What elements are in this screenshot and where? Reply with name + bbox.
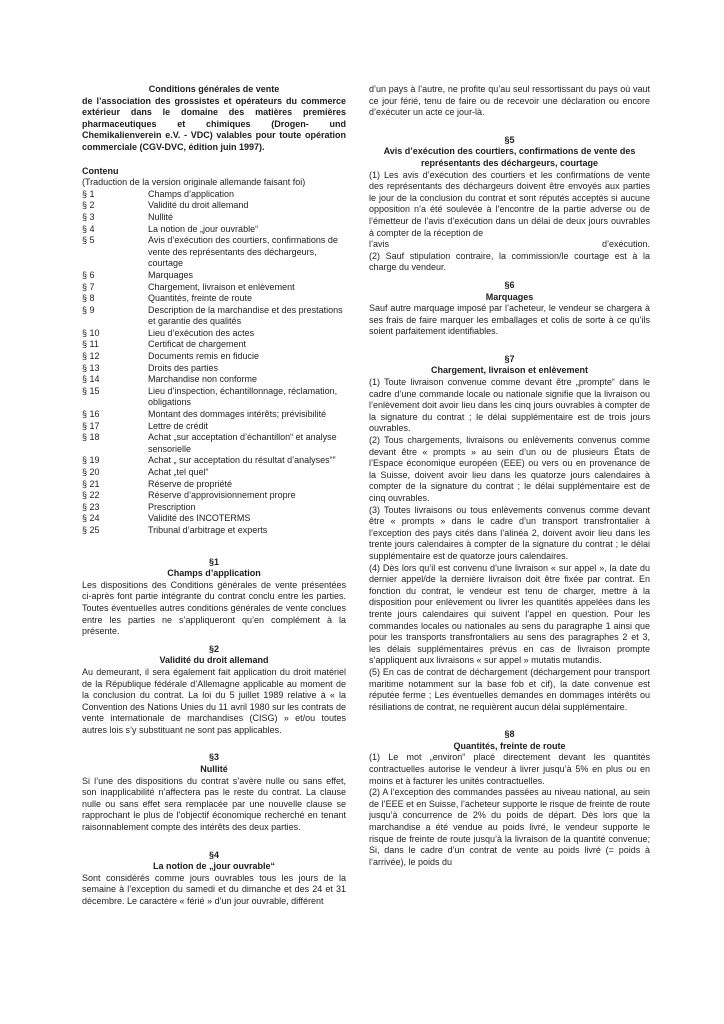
section-4 — [82, 850, 346, 908]
toc-label: Certificat de chargement — [148, 339, 247, 350]
toc-row — [82, 339, 346, 351]
table-of-contents — [82, 189, 346, 537]
split-line-right: d’exécution. — [601, 239, 650, 250]
toc-num: § 13 — [82, 362, 100, 373]
toc-label: Achat „sur acceptation d’échantillon“ et analyse sensorielle — [148, 432, 337, 454]
contents-translation-note: (Traduction de la version originale allemande faisant foi) — [82, 177, 306, 188]
toc-label: Prescription — [148, 501, 196, 512]
section-paragraph: (2) A l’exception des commandes passées au niveau national, au sein de l’EEE et en Suisse, l’acheteur supporte le risque de freinte de route jusqu’à concurrence de 2% du poids de départ. Dès lors que la marchandise a été vendue au poids livré, le vendeur supporte le risque de freinte de route jusqu’à la livraison de la quantité convenue; Si, dans le cadre d’un contrat de vente au poids livré (= poids à l’arrivée), le poids du — [369, 787, 650, 867]
toc-num: § 17 — [82, 420, 100, 431]
toc-row — [82, 351, 346, 363]
toc-label: Lettre de crédit — [148, 420, 209, 431]
section-paragraph: (1) Toute livraison convenue comme devant être „prompte“ dans le cadre d’une commande locale ou nationale signifie que la livraison ou l’enlèvement doit avoir lieu dans les cinq jours ouvrables à compter de la signature du contrat ; le délai supplémentaire est de trois jours ouvrables. — [369, 377, 650, 434]
toc-label: Lieu d’inspection, échantillonnage, réclamation, obligations — [148, 385, 338, 408]
section-paragraph: Les dispositions des Conditions générales de vente présentées ci-après font partie intégrante du contrat conclu entre les parties. Toutes éventuelles autres conditions générales de vente conclues entre les parties ne s’appliqueront qu’en complément à la présente. — [82, 579, 346, 637]
section-paragraph: (2) Tous chargements, livraisons ou enlèvements convenus comme devant être « prompts » au sein d’un ou de plusieurs États de l’Espace économique européen (EEE) ou vers ou en provenance de la Suisse, doivent avoir lieu dans les quatorze jours calendaires à compter de la signature du contrat ; le délai supplémentaire est de cinq ouvrables. — [369, 435, 650, 503]
toc-label: Droits des parties — [148, 362, 219, 373]
section-paragraph: Sauf autre marquage imposé par l’acheteur, le vendeur se chargera à ses frais de faire marquer les emballages et colis de sorte à ce qu’ils soient parfaitement identifiables. — [369, 303, 650, 337]
toc-num: § 5 — [82, 235, 95, 246]
section-title: Champs d’application — [167, 568, 261, 579]
section-3 — [82, 752, 346, 833]
toc-num: § 1 — [82, 188, 95, 199]
section-number: §6 — [504, 279, 515, 290]
section-title: Validité du droit allemand — [159, 655, 269, 666]
toc-num: § 10 — [82, 327, 100, 338]
toc-num: § 7 — [82, 281, 95, 292]
toc-label: Réserve de propriété — [148, 478, 233, 489]
toc-num: § 6 — [82, 269, 95, 280]
section-title: Chargement, livraison et enlèvement — [430, 365, 589, 376]
toc-label: Validité des INCOTERMS — [148, 513, 251, 524]
section-paragraph: (2) Sauf stipulation contraire, la commission/le courtage est à la charge du vendeur. — [369, 250, 650, 273]
toc-row — [82, 305, 346, 328]
toc-num: § 25 — [82, 524, 100, 535]
section-paragraph: Au demeurant, il sera également fait application du droit matériel de la République fédérale d’Allemagne applicable au moment de la conclusion du contrat. La loi du 5 juillet 1989 relative à « la Convention des Nations Unies du 11 avril 1980 sur les contrats de vente internationale de marchandises (CISG) » et/ou toutes autres lois s’y substituant ne sont pas applicables. — [82, 666, 346, 735]
section-number: §5 — [504, 134, 515, 145]
toc-row — [82, 432, 346, 455]
toc-num: § 19 — [82, 455, 100, 466]
toc-num: § 11 — [82, 339, 99, 350]
section-1 — [82, 557, 346, 638]
section-paragraph: (1) Les avis d’exécution des courtiers et les confirmations de vente des représentants des déchargeurs doivent être envoyés aux parties le jour de la conclusion du contrat et sont réputés acceptés si aucune opposition n’a été soulevée à l’encontre de la partie adverse ou de l’émetteur de l’avis d’exécution dans un délai de deux jours ouvrables à compter de la réception de — [369, 169, 650, 238]
section-title: La notion de „jour ouvrable“ — [152, 861, 275, 872]
section-paragraph: Si l’une des dispositions du contrat s’avère nulle ou sans effet, son inapplicabilité n’affectera pas le reste du contrat. La clause nulle ou sans effet sera remplacée par une nouvelle clause se rapprochant le plus de l’objectif économique recherché en tenant raisonnablement compte des intérêts des deux parties. — [82, 775, 346, 833]
toc-label: La notion de „jour ouvrable“ — [148, 223, 259, 234]
toc-row — [82, 386, 346, 409]
toc-row — [82, 200, 346, 212]
toc-row — [82, 189, 346, 201]
toc-row — [82, 513, 346, 525]
toc-label: Nullité — [148, 211, 174, 222]
toc-num: § 3 — [82, 211, 95, 222]
left-column — [82, 84, 346, 908]
toc-label: Montant des dommages intérêts; prévisibilité — [148, 409, 327, 420]
document-subtitle: de l’association des grossistes et opérateurs du commerce extérieur dans le domaine des matières premières pharmaceutiques et chimiques (Drogen- und Chemikalienverein e.V. - VDC) valables pour toute opération commerciale (CGV-DVC, édition juin 1997). — [82, 95, 346, 152]
toc-num: § 4 — [82, 223, 95, 234]
section-7 — [369, 354, 650, 713]
section-paragraph: Sont considérés comme jours ouvrables tous les jours de la semaine à l’exception du samedi et du dimanche et des 24 et 31 décembre. Le caractère « férié » d’un jour ouvrable, différent — [82, 872, 346, 906]
toc-row — [82, 455, 346, 467]
toc-row — [82, 363, 346, 375]
toc-num: § 15 — [82, 385, 100, 396]
toc-num: § 22 — [82, 490, 100, 501]
toc-label: Achat „ sur acceptation du résultat d’analyses“” — [148, 455, 336, 466]
section-paragraph: (5) En cas de contrat de déchargement (déchargement pour transport maritime notamment sur la base fob et cif), la date convenue est réputée ferme ; Les éventuelles demandes en dommages intérêts ou résiliations de contrat, ne requièrent aucun délai supplémentaire. — [369, 666, 650, 712]
section-number: §1 — [208, 556, 219, 567]
toc-label: Champs d’application — [148, 188, 235, 199]
toc-row — [82, 479, 346, 491]
toc-row — [82, 270, 346, 282]
toc-row — [82, 235, 346, 270]
toc-label: Description de la marchandise et des prestations et garantie des qualités — [148, 304, 343, 327]
toc-row — [82, 328, 346, 340]
toc-row — [82, 212, 346, 224]
toc-num: § 14 — [82, 374, 100, 385]
toc-num: § 24 — [82, 513, 100, 524]
section-title: Marquages — [485, 291, 534, 302]
section-title: Nullité — [200, 764, 228, 775]
section-title: Quantités, freinte de route — [453, 740, 566, 751]
split-line-left: l’avis — [369, 239, 390, 250]
section-paragraph: (3) Toutes livraisons ou tous enlèvements convenus comme devant être « prompts » dans le cadre d’un transport transfrontalier à l’exception des pays cités dans l’alinéa 2, doivent avoir lieu dans les trente jours calendaires à compter de la signature du contrat ; le délai supplémentaire est de quatorze jours calendaires. — [369, 504, 650, 561]
contents-heading: Contenu — [82, 165, 119, 176]
toc-row — [82, 293, 346, 305]
toc-row — [82, 525, 346, 537]
toc-num: § 20 — [82, 467, 100, 477]
toc-row — [82, 374, 346, 386]
section-number: §7 — [504, 353, 515, 364]
toc-label: Marchandise non conforme — [148, 374, 258, 385]
section-number: §8 — [504, 729, 515, 740]
toc-label: Tribunal d’arbitrage et experts — [148, 524, 268, 535]
toc-num: § 21 — [82, 478, 100, 489]
toc-num: § 2 — [82, 200, 95, 211]
toc-num: § 18 — [82, 432, 100, 443]
toc-num: § 16 — [82, 409, 100, 420]
toc-label: Validité du droit allemand — [148, 200, 249, 211]
section-6 — [369, 280, 650, 338]
section-number: §3 — [208, 752, 219, 763]
section-2 — [82, 644, 346, 737]
toc-row — [82, 409, 346, 421]
section-number: §4 — [208, 849, 219, 860]
toc-row — [82, 502, 346, 514]
toc-label: Avis d’exécution des courtiers, confirmations de vente des représentants des déchargeurs, courtage — [148, 235, 338, 269]
toc-label: Marquages — [148, 269, 194, 280]
section-5 — [369, 135, 650, 274]
document-title: Conditions générales de vente — [148, 84, 280, 94]
toc-num: § 9 — [82, 304, 95, 315]
section-title: Avis d’exécution des courtiers, confirmations de vente des représentants des déchargeurs, courtage — [383, 146, 636, 168]
toc-num: § 23 — [82, 501, 100, 512]
toc-num: § 8 — [82, 293, 95, 304]
toc-label: Documents remis en fiducie — [148, 351, 260, 362]
toc-row — [82, 224, 346, 236]
toc-label: Achat „tel quel“ — [148, 467, 209, 477]
section-number: §2 — [208, 643, 219, 654]
justified-split-line — [369, 239, 650, 251]
section-paragraph: (4) Dès lors qu’il est convenu d’une livraison « sur appel », la date du dernier appel/de la dernière livraison doit être fixée par contrat. En fonction du contrat, le vendeur est tenu de charger, mettre à la disposition pour enlèvement ou livrer les quantités appelées dans les trente jours calendaires qui suivent l’appel en question. Pour les commandes locales ou nationales au sens du paragraphe 1 ainsi que pour les transports transfrontaliers au sens des paragraphes 2 et 3, les délais supplémentaires prévus en cas de livraison prompte s’appliquent aux livraisons « sur appel » mutatis mutandis. — [369, 562, 650, 666]
toc-row — [82, 421, 346, 433]
section-8 — [369, 729, 650, 868]
toc-row — [82, 490, 346, 502]
toc-label: Lieu d’exécution des actes — [148, 327, 255, 338]
toc-label: Réserve d’approvisionnement propre — [148, 490, 296, 501]
section-4-continuation: d’un pays à l’autre, ne profite qu’au seul ressortissant du pays où vaut ce jour férié, tenu de faire ou de recevoir une déclaration ou encore d’exécuter un acte ce jour-là. — [369, 84, 650, 118]
toc-label: Chargement, livraison et enlèvement — [148, 281, 295, 292]
right-column — [369, 84, 650, 868]
toc-num: § 12 — [82, 351, 100, 362]
toc-row — [82, 467, 346, 479]
toc-label: Quantités, freinte de route — [148, 293, 253, 304]
toc-row — [82, 282, 346, 294]
section-paragraph: (1) Le mot „environ“ placé directement devant les quantités contractuelles autorise le vendeur à livrer jusqu’à 5% en plus ou en moins et à facturer les unités contractuelles. — [369, 752, 650, 786]
